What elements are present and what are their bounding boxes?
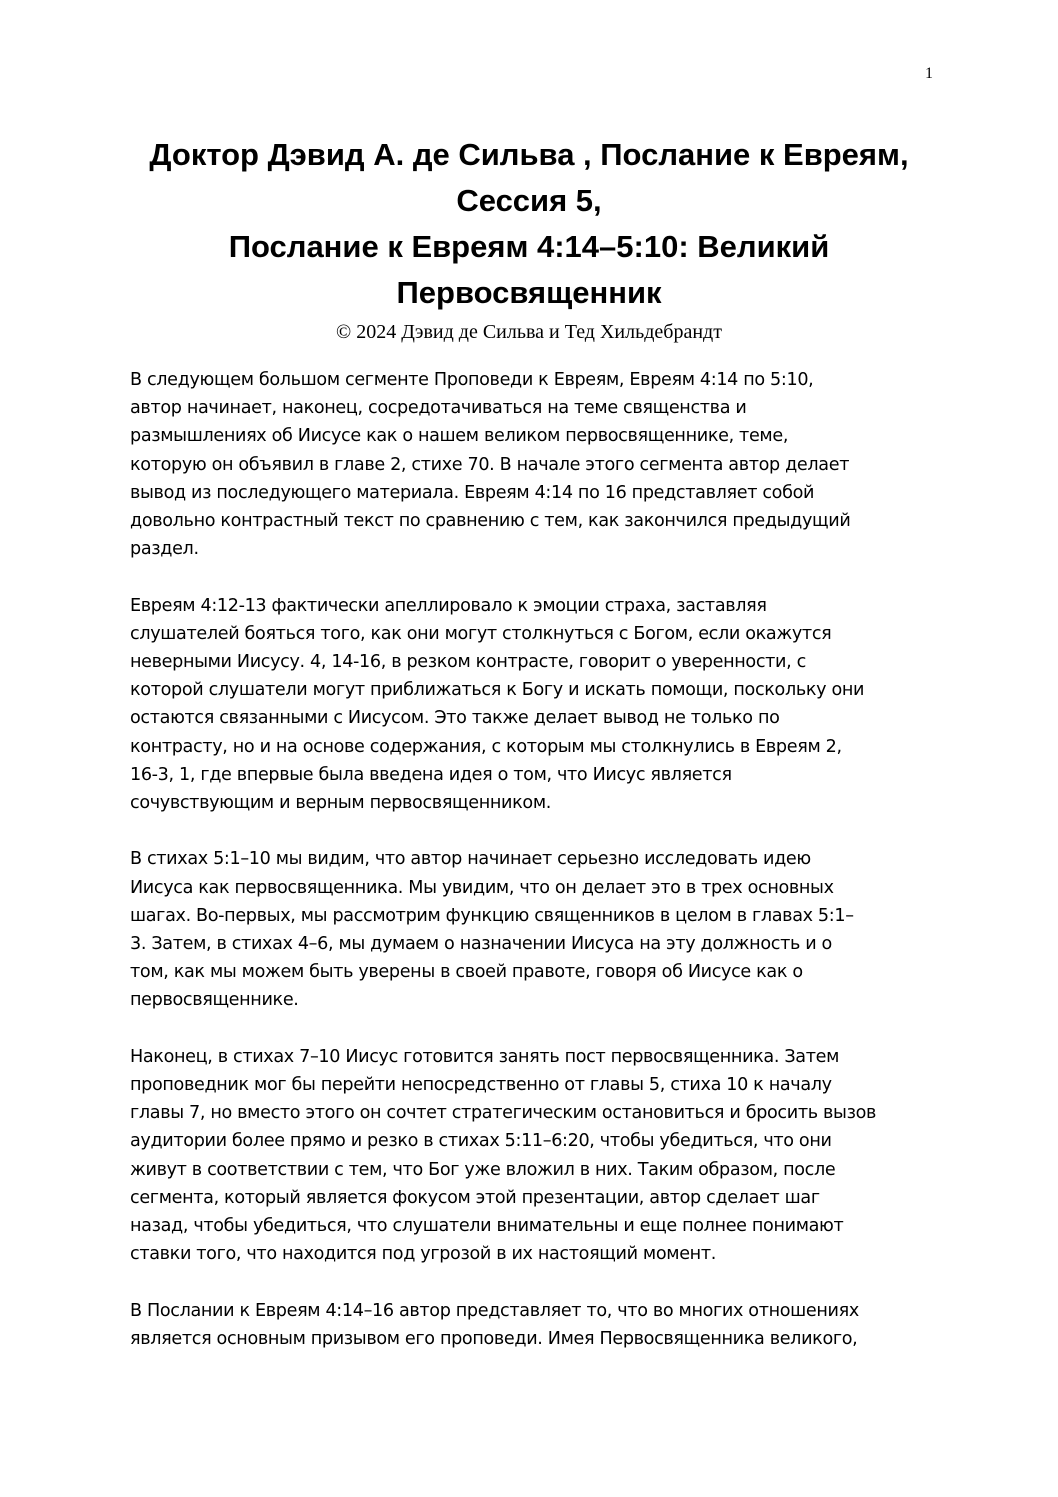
document-title: [110, 132, 948, 346]
text-line: вывод из последующего материала. Евреям 4:14 по 16 представляет собой: [130, 482, 815, 503]
page-number: 1: [925, 65, 933, 82]
paragraph: [130, 366, 936, 563]
document-body: [130, 366, 936, 1381]
text-line: которой слушатели могут приближаться к Богу и искать помощи, поскольку они: [130, 680, 865, 701]
text-line: довольно контрастный текст по сравнению с тем, как закончился предыдущий: [130, 511, 851, 532]
text-line: шагах. Во-первых, мы рассмотрим функцию священников в целом в главах 5:1–: [130, 905, 854, 926]
title-line: Послание к Евреям 4:14–5:10: Великий: [228, 229, 830, 264]
copyright-notice: © 2024 Дэвид де Сильва и Тед Хильдебрандт: [336, 321, 722, 343]
title-line: Доктор Дэвид А. де Сильва , Послание к Евреям,: [149, 137, 909, 172]
text-line: назад, чтобы убедиться, что слушатели внимательны и еще полнее понимают: [130, 1216, 844, 1237]
text-line: сочувствующим и верным первосвященником.: [130, 793, 551, 814]
text-line: аудитории более прямо и резко в стихах 5:11–6:20, чтобы убедиться, что они: [130, 1131, 832, 1152]
text-line: размышлениях об Иисусе как о нашем великом первосвященнике, теме,: [130, 426, 789, 447]
text-line: неверными Иисусу. 4, 14-16, в резком контрасте, говорит о уверенности, с: [130, 652, 806, 673]
text-line: является основным призывом его проповеди. Имея Первосвященника великого,: [130, 1328, 858, 1349]
text-line: раздел.: [130, 539, 199, 560]
paragraph: [130, 1043, 936, 1269]
text-line: остаются связанными с Иисусом. Это также делает вывод не только по: [130, 708, 780, 729]
text-line: том, как мы можем быть уверены в своей правоте, говоря об Иисусе как о: [130, 962, 803, 983]
title-line: Сессия 5,: [456, 183, 602, 218]
text-line: сегмента, который является фокусом этой презентации, автор сделает шаг: [130, 1187, 820, 1208]
text-line: В Послании к Евреям 4:14–16 автор представляет то, что во многих отношениях: [130, 1300, 859, 1321]
paragraph: [130, 592, 936, 818]
text-line: Наконец, в стихах 7–10 Иисус готовится занять пост первосвященника. Затем: [130, 1046, 839, 1067]
text-line: ставки того, что находится под угрозой в их настоящий момент.: [130, 1244, 716, 1265]
text-line: которую он объявил в главе 2, стихе 70. В начале этого сегмента автор делает: [130, 454, 850, 475]
text-line: Евреям 4:12-13 фактически апеллировало к эмоции страха, заставляя: [130, 595, 767, 616]
text-line: 16-3, 1, где впервые была введена идея о том, что Иисус является: [130, 764, 732, 785]
text-line: В следующем большом сегменте Проповеди к Евреям, Евреям 4:14 по 5:10,: [130, 370, 814, 390]
text-line: 3. Затем, в стихах 4–6, мы думаем о назначении Иисуса на эту должность и о: [130, 934, 832, 955]
text-line: слушателей бояться того, как они могут столкнуться с Богом, если окажутся: [130, 623, 832, 644]
text-line: проповедник мог бы перейти непосредственно от главы 5, стиха 10 к началу: [130, 1075, 832, 1096]
text-line: В стихах 5:1–10 мы видим, что автор начинает серьезно исследовать идею: [130, 849, 811, 870]
text-line: Иисуса как первосвященника. Мы увидим, что он делает это в трех основных: [130, 877, 834, 898]
text-line: живут в соответствии с тем, что Бог уже вложил в них. Таким образом, после: [130, 1159, 836, 1180]
text-line: автор начинает, наконец, сосредотачиваться на теме священства и: [130, 398, 747, 419]
text-line: главы 7, но вместо этого он сочтет стратегическим остановиться и бросить вызов: [130, 1103, 877, 1124]
paragraph: [130, 1297, 936, 1353]
text-line: первосвященнике.: [130, 990, 299, 1011]
paragraph: [130, 845, 936, 1014]
title-line: Первосвященник: [396, 275, 662, 310]
text-line: контрасту, но и на основе содержания, с которым мы столкнулись в Евреям 2,: [130, 736, 842, 757]
